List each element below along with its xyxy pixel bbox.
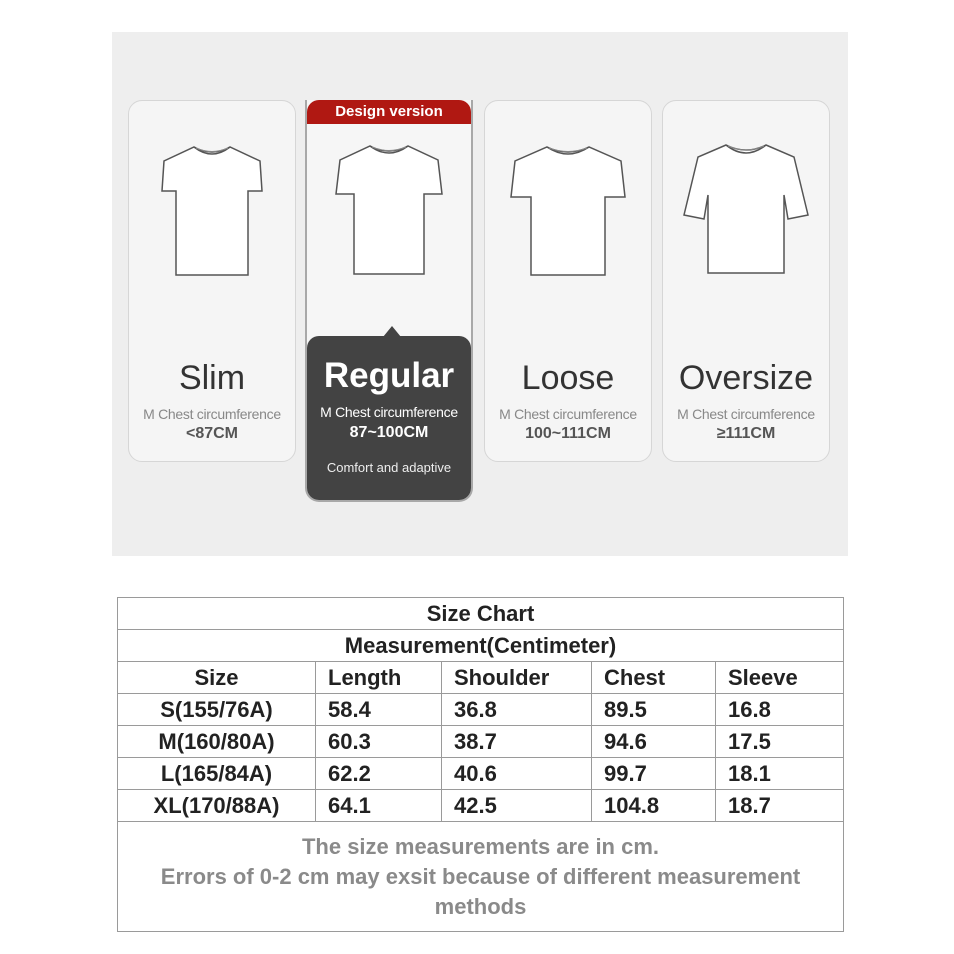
fit-card-oversize [662, 100, 830, 462]
table-cell: 38.7 [442, 726, 592, 758]
table-cell: 18.7 [716, 790, 844, 822]
table-cell: L(165/84A) [118, 758, 316, 790]
pointer-triangle [383, 326, 401, 337]
t-shirt-icon [129, 139, 295, 284]
fit-card-slim [128, 100, 296, 462]
table-cell: XL(170/88A) [118, 790, 316, 822]
table-cell: 42.5 [442, 790, 592, 822]
table-cell: 18.1 [716, 758, 844, 790]
regular-highlight-box [307, 336, 471, 500]
note-line-1: The size measurements are in cm. [301, 833, 660, 859]
fit-name: Regular [323, 356, 455, 395]
table-cell: M(160/80A) [118, 726, 316, 758]
table-cell: 104.8 [592, 790, 716, 822]
table-cell: 17.5 [716, 726, 844, 758]
note-line-2: Errors of 0-2 cm may exsit because of different measurement methods [160, 863, 801, 919]
measurement-note [118, 822, 844, 932]
size-chart-table [117, 597, 844, 932]
column-header: Size [118, 662, 316, 694]
table-cell: 60.3 [316, 726, 442, 758]
table-cell: 64.1 [316, 790, 442, 822]
table-cell: 62.2 [316, 758, 442, 790]
fit-label: M Chest circumference [677, 406, 815, 422]
fit-label: M Chest circumference [499, 406, 637, 422]
t-shirt-icon [663, 139, 829, 284]
table-cell: 89.5 [592, 694, 716, 726]
fit-label: M Chest circumference [320, 404, 458, 420]
table-cell: 16.8 [716, 694, 844, 726]
t-shirt-icon [307, 138, 471, 283]
t-shirt-icon [485, 139, 651, 284]
table-cell: 36.8 [442, 694, 592, 726]
fit-name: Oversize [678, 359, 814, 397]
fit-label: M Chest circumference [143, 406, 281, 422]
fit-range: <87CM [185, 425, 239, 442]
fit-card-loose [484, 100, 652, 462]
table-row [118, 758, 844, 790]
fit-name: Slim [178, 359, 246, 397]
table-cell: 99.7 [592, 758, 716, 790]
fit-card-regular [305, 100, 473, 502]
fit-comparison-panel [112, 32, 848, 556]
column-header: Length [316, 662, 442, 694]
fit-note: Comfort and adaptive [326, 460, 452, 475]
table-row [118, 726, 844, 758]
table-cell: 58.4 [316, 694, 442, 726]
column-header: Shoulder [442, 662, 592, 694]
table-header-row [118, 662, 844, 694]
fit-range: ≥111CM [716, 425, 776, 442]
column-header: Sleeve [716, 662, 844, 694]
column-header: Chest [592, 662, 716, 694]
table-cell: S(155/76A) [118, 694, 316, 726]
table-subtitle: Measurement(Centimeter) [118, 630, 844, 662]
table-row [118, 790, 844, 822]
fit-range: 100~111CM [525, 425, 611, 442]
table-cell: 40.6 [442, 758, 592, 790]
table-title: Size Chart [118, 598, 844, 630]
fit-range: 87~100CM [349, 424, 429, 441]
design-version-ribbon: Design version [307, 100, 471, 124]
table-row [118, 694, 844, 726]
table-cell: 94.6 [592, 726, 716, 758]
fit-name: Loose [521, 359, 615, 397]
